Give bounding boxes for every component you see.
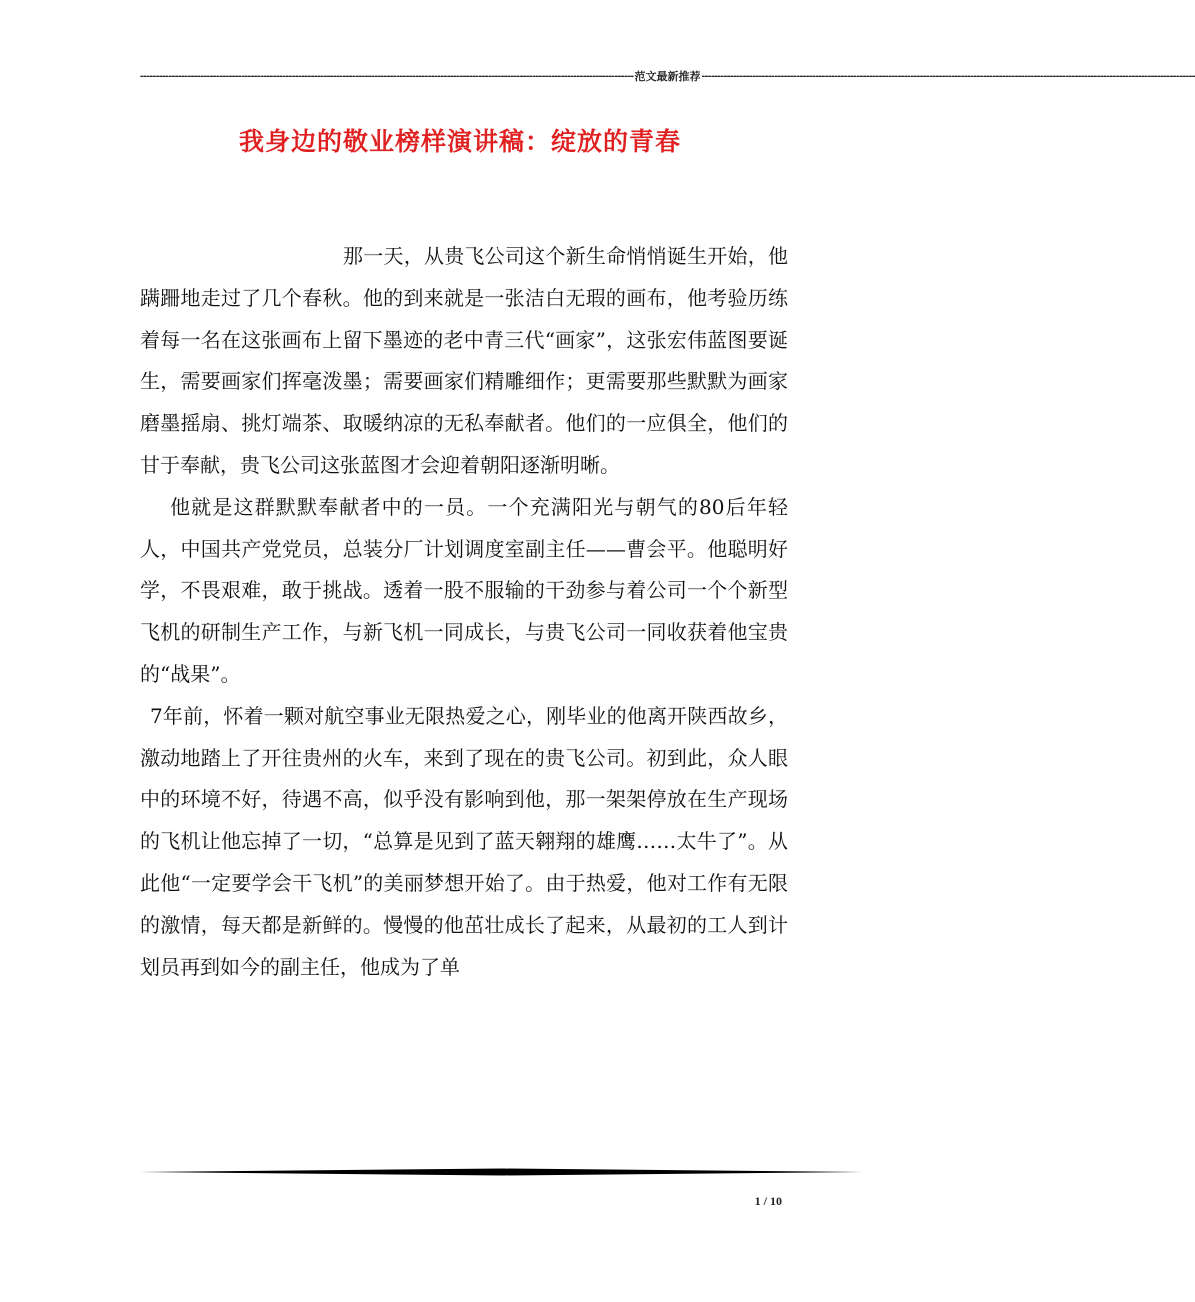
header-label: 范文最新推荐: [634, 71, 701, 83]
page-header: [140, 68, 1195, 84]
paragraph: 7年前，怀着一颗对航空事业无限热爱之心，刚毕业的他离开陕西故乡，激动地踏上了开往贵州的火车，来到了现在的贵飞公司。初到此，众人眼中的环境不好，待遇不高，似乎没有影响到他，那一架架停放在生产现场的飞机让他忘掉了一切，“总算是见到了蓝天翱翔的雄鹰……太牛了”。从此他“一定要学会干飞机”的美丽梦想开始了。由于热爱，他对工作有无限的激情，每天都是新鲜的。慢慢的他茁壮成长了起来，从最初的工人到计划员再到如今的副主任，他成为了单: [140, 703, 788, 979]
paragraph: 那一天，从贵飞公司这个新生命悄悄诞生开始，他蹒跚地走过了几个春秋。他的到来就是一张洁白无瑕的画布，他考验历练着每一名在这张画布上留下墨迹的老中青三代“画家”，这张宏伟蓝图要诞生，需要画家们挥毫泼墨；需要画家们精雕细作；更需要那些默默为画家磨墨摇扇、挑灯端茶、取暖纳凉的无私奉献者。他们的一应俱全，他们的甘于奉献，贵飞公司这张蓝图才会迎着朝阳逐渐明晰。: [140, 244, 788, 477]
footer-rule: [140, 1168, 864, 1176]
document-body: [140, 236, 788, 988]
header-dashes-right: ------------------------------------------------------------------------------------------------------------------------------------------------------------: [701, 70, 1195, 82]
page-number: 1 / 10: [754, 1194, 782, 1208]
paragraph: 他就是这群默默奉献者中的一员。一个充满阳光与朝气的80后年轻人，中国共产党党员，总装分厂计划调度室副主任——曹会平。他聪明好学，不畏艰难，敢于挑战。透着一股不服输的干劲参与着公司一个个新型飞机的研制生产工作，与新飞机一同成长，与贵飞公司一同收获着他宝贵的“战果”。: [140, 494, 788, 686]
document-title: 我身边的敬业榜样演讲稿：绽放的青春: [238, 127, 681, 156]
header-dashes-left: ------------------------------------------------------------------------------------------------------------------------------------------------------------: [140, 70, 634, 82]
